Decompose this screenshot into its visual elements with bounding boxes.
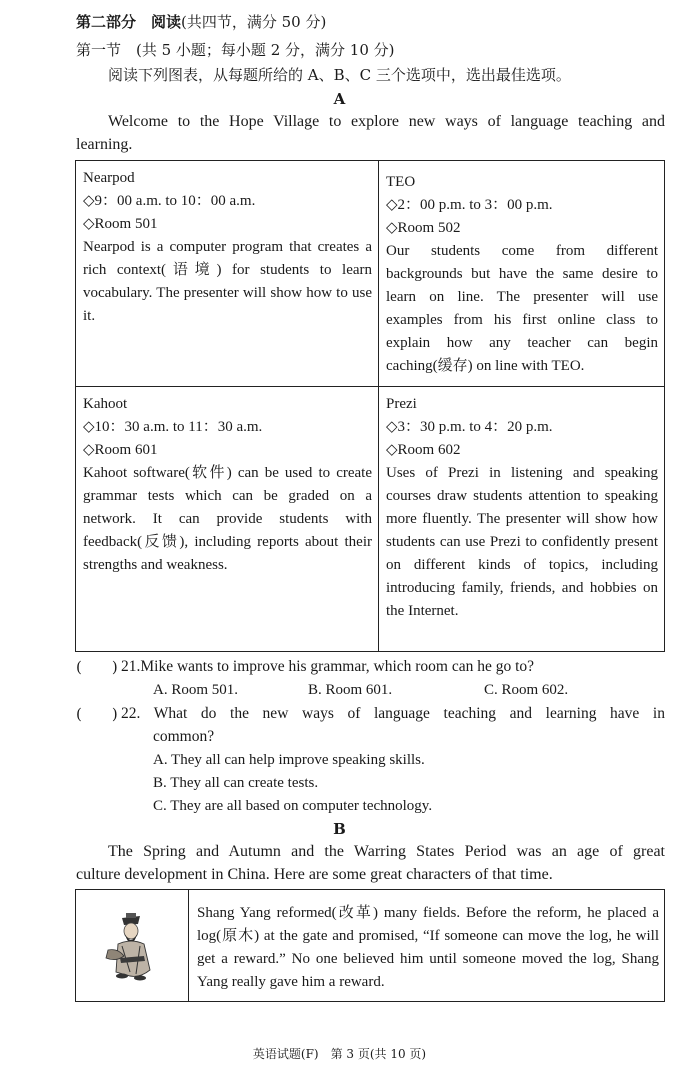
passage-b-intro-line2: culture development in China. Here are some great characters of that time.: [76, 866, 553, 883]
page-footer: 英语试题(F) 第 3 页(共 10 页): [252, 1047, 427, 1061]
section-title: [76, 12, 326, 32]
activity-room: ◇Room 602: [386, 442, 461, 458]
question-21-stem: [121, 657, 534, 677]
passage-a-label: A: [333, 90, 346, 108]
activities-table: [75, 160, 665, 652]
option-a: A. They all can help improve speaking skills.: [153, 752, 425, 768]
option-c: C. They are all based on computer technology.: [153, 798, 433, 814]
passage-b-label: B: [333, 820, 346, 838]
activity-cell-prezi: [379, 387, 665, 652]
question-stem-text: What do the new ways of language teaching and learning have in: [153, 705, 665, 722]
box-divider: [188, 890, 189, 1001]
instruction: 阅读下列图表，从每题所给的 A、B、C 三个选项中，选出最佳选项。: [108, 66, 571, 84]
activity-time: ◇9：00 a.m. to 10：00 a.m.: [83, 193, 256, 209]
part-heading: 第一节 (共 5 小题；每小题 2 分，满分 10 分): [76, 41, 395, 59]
character-box: [75, 889, 665, 1002]
activity-cell-teo: [379, 161, 665, 387]
option-b: B. They all can create tests.: [153, 775, 319, 791]
shang-yang-portrait-image: [100, 912, 164, 984]
activity-description: Uses of Prezi in listening and speaking courses draw students attention to speaking more fluently. The presenter will show how students can use Prezi to confidently present on different kinds of topics, including introducing family, friends, and hobbies on the Internet.: [386, 465, 658, 619]
activity-description: Nearpod is a computer program that creates a rich context(语境) for students to learn vocabulary. The presenter will show how to use it.: [83, 239, 372, 324]
activity-time: ◇3：30 p.m. to 4：20 p.m.: [386, 419, 553, 435]
character-description: Shang Yang reformed(改革) many fields. Before the reform, he placed a log(原木) at the gate and promised, “If someone can move the log, he will get a reward.” No one believed him until someone moved the log, Shang Yang really gave him a reward.: [197, 905, 659, 990]
question-21-paren: ( ): [76, 658, 118, 676]
activity-description: Our students come from different backgrounds but have the same desire to learn on line. The presenter will use examples from his first online class to explain how any teacher can begin caching(缓存) on line with TEO.: [386, 243, 658, 374]
passage-a-intro-line2: learning.: [76, 136, 133, 153]
question-stem-text: Mike wants to improve his grammar, which room can he go to?: [140, 658, 535, 675]
activity-time: ◇2：00 p.m. to 3：00 p.m.: [386, 197, 553, 213]
question-22-stem: [121, 704, 665, 724]
question-22-stem-cont: common?: [153, 728, 215, 745]
option-c: C. Room 602.: [484, 682, 569, 698]
option-a: A. Room 501.: [153, 682, 239, 698]
question-number: 22.: [121, 705, 141, 722]
activity-room: ◇Room 501: [83, 216, 158, 232]
activity-name: Kahoot: [83, 396, 128, 412]
activity-name: Prezi: [386, 396, 417, 412]
activity-room: ◇Room 502: [386, 220, 461, 236]
passage-a-intro-line1: Welcome to the Hope Village to explore new ways of language teaching and: [108, 113, 665, 130]
question-22-paren: ( ): [76, 705, 118, 723]
question-number: 21.: [121, 658, 141, 675]
activity-name: Nearpod: [83, 170, 135, 186]
section-title-note: (共四节，满分 50 分): [181, 13, 327, 31]
section-title-text: 第二部分 阅读: [76, 13, 182, 31]
activity-time: ◇10：30 a.m. to 11：30 a.m.: [83, 419, 263, 435]
passage-b-intro-line1: The Spring and Autumn and the Warring States Period was an age of great: [108, 843, 665, 860]
option-b: B. Room 601.: [308, 682, 393, 698]
activity-name: TEO: [386, 174, 416, 190]
activity-description: Kahoot software(软件) can be used to create grammar tests which can be graded on a network. It can provide students with feedback(反馈), including reports about their strengths and weakness.: [83, 465, 372, 573]
activity-room: ◇Room 601: [83, 442, 158, 458]
activity-cell-kahoot: [76, 387, 379, 652]
activity-cell-nearpod: [76, 161, 379, 387]
